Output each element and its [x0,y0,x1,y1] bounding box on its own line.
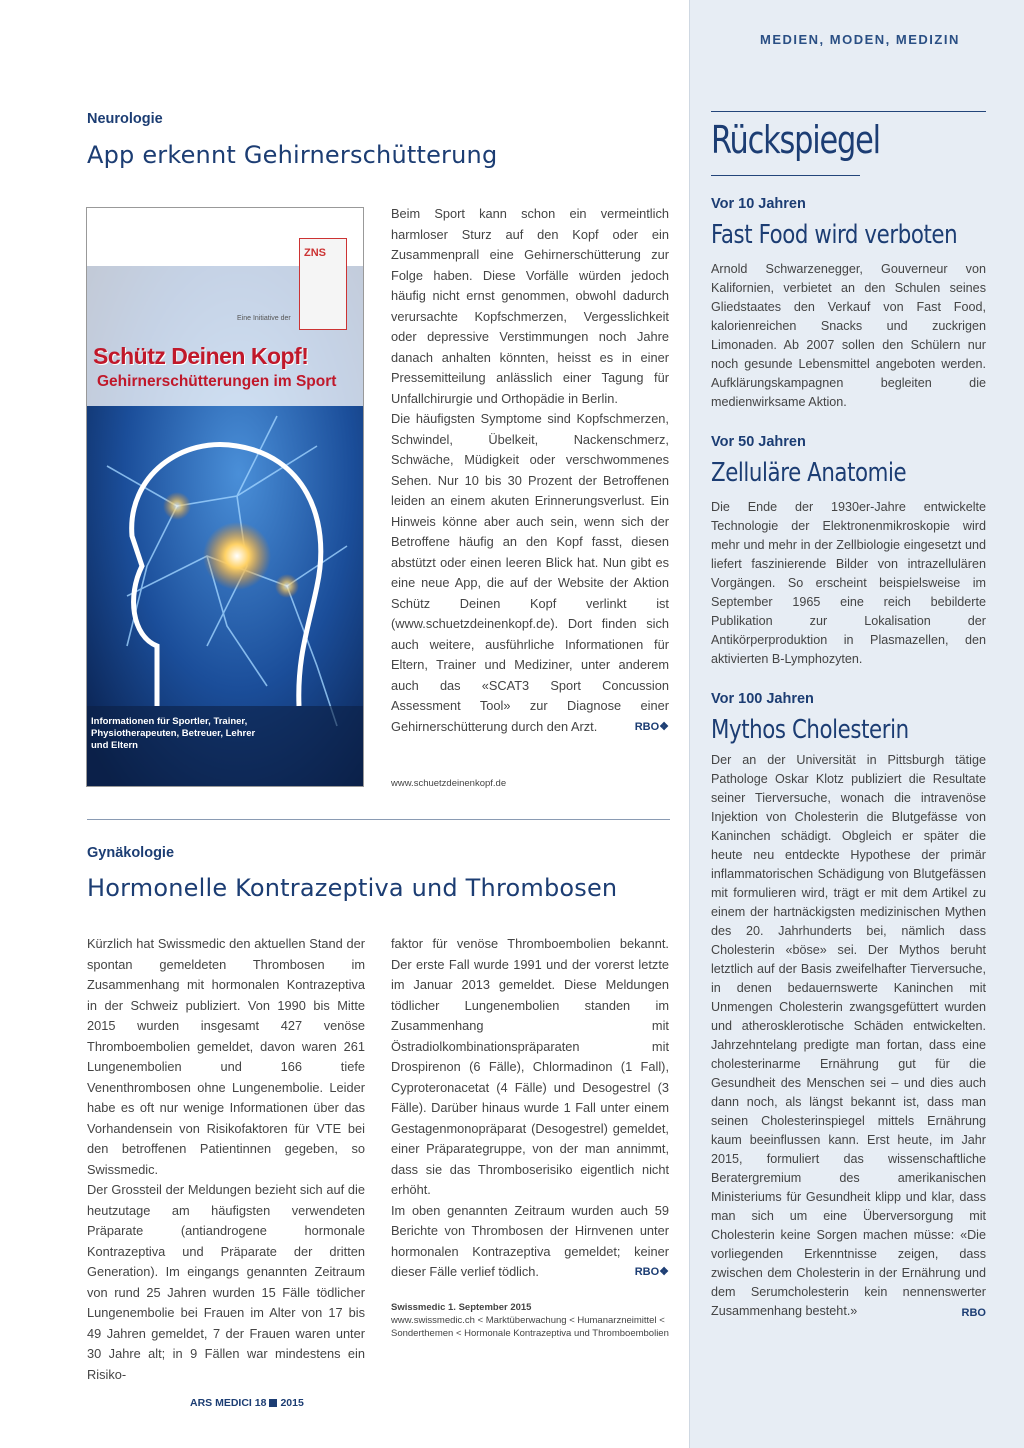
article2-source-link: www.swissmedic.ch < Marktüberwachung < Humanarzneimittel < Sonderthemen < Hormonale Kontrazeptiva und Thromboembolien [391,1315,669,1339]
brochure-subtitle: Gehirnerschütterungen im Sport [97,373,337,390]
article2-source [391,1301,669,1340]
rueckspiegel-bottom-rule [711,175,860,176]
footer-year: 2015 [280,1397,304,1409]
zns-logo-text: ZNS [304,247,326,259]
brochure-image [86,207,364,787]
zns-logo [299,238,347,330]
article2-headline: Hormonelle Kontrazeptiva und Thrombosen [87,874,618,902]
article1-paragraph-2 [391,409,669,737]
article1-body [391,204,669,737]
article2-source-title: Swissmedic 1. September 2015 [391,1302,532,1313]
article-divider [87,819,670,820]
article1-kicker: Neurologie [87,111,163,127]
rueckspiegel-body-100-text: Der an der Universität in Pittsburgh tätige Pathologe Oskar Klotz publiziert die Resultate seiner Tierversuche, wonach die intravenöse Injektion von Cholesterin die Blutgefässe von Kaninchen schädigt. Obgleich er später die heute neu entdeckte Hypothese der primär inflammatorischen Schädigung von Blutgefässen mit formulieren wird, trägt er mit dem Artikel zu einem der hartnäckigsten medizinischen Mythen des 20. Jahrhunderts bei, nämlich dass Cholesterin «böse» sei. Der Mythos beruht letztlich auf der Basis zweifelhafter Tierversuche, in denen bedauernswerte Kaninchen mit Unmengen Cholesterin zwangsgefüttert wurden und atherosklerotische Schäden entwickelten. Jahrzehntelang predigte man fortan, dass eine cholesterinarme Ernährung gut für die Gesundheit des Menschen sei – und dies auch dann noch, als längst bekannt ist, dass man seinen Cholesterinspiegel mittels Ernährung kaum beeinflussen kann. Erst heute, im Jahr 2015, formuliert das wissenschaftliche Beratergremium des amerikanischen Ministeriums für Gesundheit klipp und klar, dass man sich um eine Überversorgung mit Cholesterin keine Sorgen machen müsse: «Die vorliegenden Erkenntnisse zeigen, dass zwischen dem Cholesterin in der Ernährung und dem Serumcholesterin kein nennenswerter Zusammenhang besteht.» [711,753,986,1318]
brochure-info: Informationen für Sportler, Trainer, Physiotherapeuten, Betreuer, Lehrer und Eltern [91,716,256,751]
rueckspiegel-signature: RBO [961,1307,986,1319]
rueckspiegel-kicker-100: Vor 100 Jahren [711,691,814,707]
rueckspiegel-title: Rückspiegel [711,118,880,162]
article2-col2-paragraph-2-text: Im oben genannten Zeitraum wurden auch 59 Berichte von Thrombosen der Hirnvenen unter hormonalen Kontrazeptiva gemeldet; keiner dieser Fälle verlief tödlich. [391,1202,669,1279]
rueckspiegel-body-50: Die Ende der 1930er-Jahre entwickelte Technologie der Elektronenmikroskopie wird mehr und mehr in der Zellbiologie eingesetzt und liefert faszinierende Bilder von intrazellulären Vorgängen. So erscheint beispielsweise im September 1965 eine reich bebilderte Publikation zur Lokalisation der Antikörperproduktion in Plasmazellen, den aktivierten B-Lymphozyten. [711,500,986,666]
article1-paragraph-2-text: Die häufigsten Symptome sind Kopfschmerzen, Schwindel, Übelkeit, Nackenschmerz, Schwäche, Müdigkeit oder verschwommenes Sehen. Nur 10 bis 30 Prozent der Betroffenen leiden an einem akuten Erinnerungsverlust. Ein Hinweis könne aber auch sein, wenn sich der Betroffene häufig an den Kopf fasst, diesen abstützt oder einen leeren Blick hat. Nun gibt es eine neue App, die auf der Website der Aktion Schütz Deinen Kopf verlinkt ist (www.schuetzdeinenkopf.de). Dort finden sich auch weitere, ausführliche Informationen für Eltern, Trainer und Mediziner, unter anderem auch das «SCAT3 Sport Concussion Assessment Tool» zur Diagnose einer Gehirnerschütterung durch den Arzt. [391,411,669,734]
article2-col2 [391,934,669,1283]
rueckspiegel-headline-50: Zelluläre Anatomie [711,458,907,488]
rueckspiegel-kicker-10: Vor 10 Jahren [711,196,806,212]
article1-source: www.schuetzdeinenkopf.de [391,778,507,789]
section-label: MEDIEN, MODEN, MEDIZIN [760,32,960,47]
article2-kicker: Gynäkologie [87,845,175,861]
rueckspiegel-body-10: Arnold Schwarzenegger, Gouverneur von Kalifornien, verbietet an den Schulen seines Gliedstaates den Verkauf von Fast Food, kalorienreichen Snacks und zuckrigen Limonaden. Ab 2007 sollen den Schülern nur noch gesunde Lebensmittel angeboten werden. Aufklärungskampagnen begleiten die medienwirksame Aktion. [711,262,986,409]
page-footer [190,1397,304,1409]
article2-col2-paragraph-1: faktor für venöse Thromboembolien bekannt. Der erste Fall wurde 1991 und der vorerst letzte im Januar 2013 gemeldet. Diese Meldungen tödlicher Lungenembolien standen im Zusammenhang mit Östradiolkombinationspräparaten mit Drospirenon (6 Fälle), Chlormadinon (1 Fall), Cyproteronacetat (4 Fälle) und Desogestrel (3 Fälle). Darüber hinaus wurde 1 Fall unter einem Gestagenmonopräparat (Desogestrel) gemeldet, einer Präparategruppe, von der man annimmt, dass sie das Thromboserisiko eigentlich nicht erhöht. [391,936,669,1197]
article2-signature: RBO❖ [634,1266,669,1278]
rueckspiegel-headline-100: Mythos Cholesterin [711,715,909,745]
rueckspiegel-top-rule [711,111,986,112]
brochure-title: Schütz Deinen Kopf! [93,343,309,369]
article1-signature: RBO❖ [634,720,669,733]
article1-headline: App erkennt Gehirnerschütterung [87,141,498,169]
rueckspiegel-kicker-50: Vor 50 Jahren [711,434,806,450]
article1-paragraph-1: Beim Sport kann schon ein vermeintlich harmloser Sturz auf den Kopf oder ein Zusammenprall eine Gehirnerschütterung zur Folge haben. Diese Vorfälle würden jedoch häufig nicht ernst genommen, obwohl dadurch verursachte Kopfschmerzen, Vergesslichkeit oder depressive Verstimmungen noch Jahre danach anhalten könnten, heisst es in einer Pressemitteilung anlässlich einer Tagung für Unfallchirurgie und Orthopädie in Berlin. [391,206,669,406]
footer-square-icon [269,1399,277,1407]
footer-journal: ARS MEDICI 18 [190,1397,267,1409]
article2-col1 [87,934,365,1385]
brochure-initiative-text: Eine Initiative der [237,315,291,322]
rueckspiegel-body-100 [711,751,986,1323]
article2-col1-paragraph-2: Der Grossteil der Meldungen bezieht sich auf die heutzutage am häufigsten verwendeten Präparate (antiandrogene hormonale Kontrazeptiva und Präparate der dritten Generation). Im eingangs genannten Zeitraum von rund 25 Jahren wurden 15 Fälle tödlicher Lungenembolie bei Frauen im Alter von 17 bis 49 Jahren gemeldet, 7 der Frauen waren unter 30 Jahre alt; in 9 Fällen war mindestens ein Risiko- [87,1182,365,1382]
rueckspiegel-headline-10: Fast Food wird verboten [711,220,958,250]
article2-col2-paragraph-2 [391,1201,669,1283]
article2-col1-paragraph-1: Kürzlich hat Swissmedic den aktuellen Stand der spontan gemeldeten Thrombosen im Zusammenhang mit hormonalen Kontrazeptiva in der Schweiz publiziert. Von 1990 bis Mitte 2015 wurden insgesamt 427 venöse Thromboembolien gemeldet, davon waren 261 Lungenembolien und 166 tiefe Venenthrombosen ohne Lungenembolie. Leider habe es oft nur wenige Informationen über das Vorhandensein von Risikofaktoren für VTE bei den betroffenen Patientinnen gegeben, so Swissmedic. [87,936,365,1177]
